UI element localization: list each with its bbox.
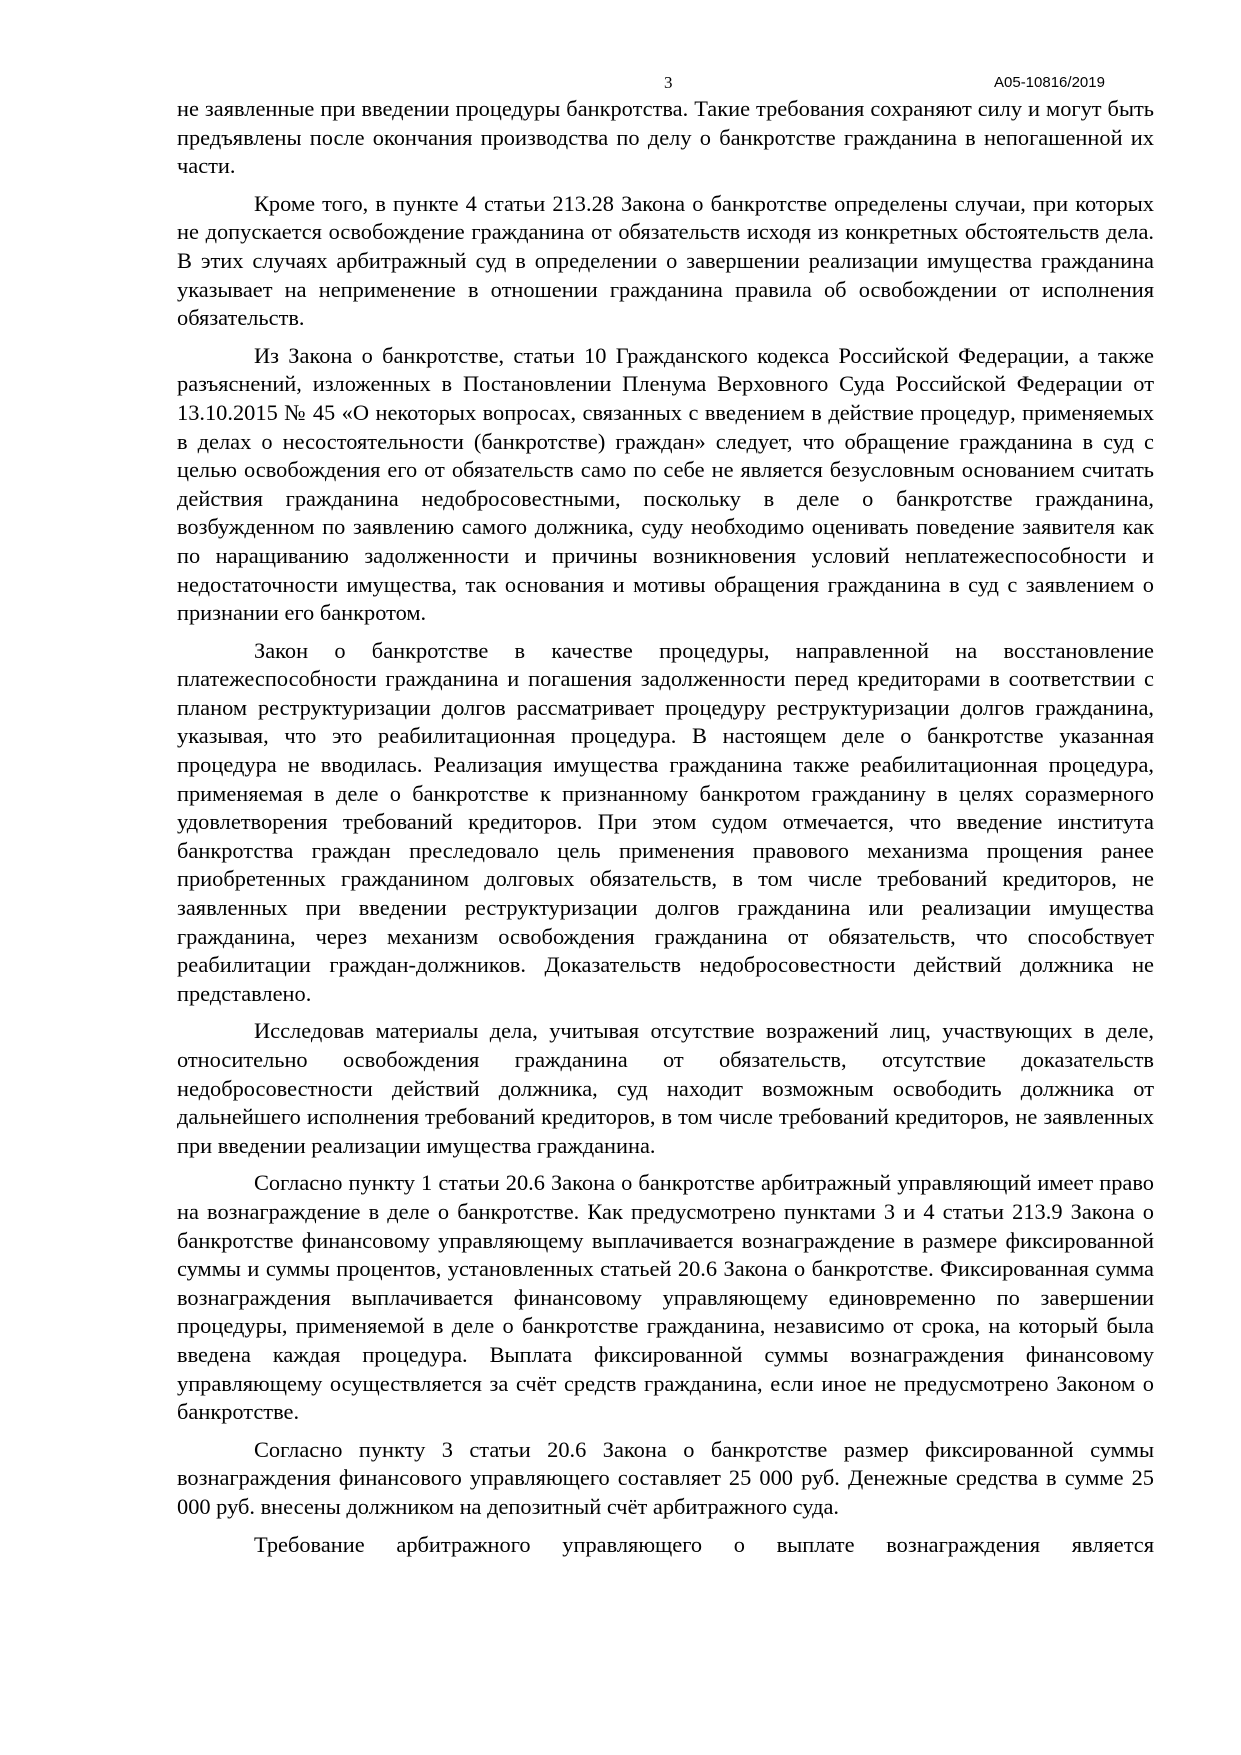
paragraph-3: Из Закона о банкротстве, статьи 10 Гражданского кодекса Российской Федерации, а также разъяснений, изложенных в Постановлении Пленума Верховного Суда Российской Федерации от 13.10.2015 № 45 «О некоторых вопросах, связанных с введением в действие процедур, применяемых в делах о несостоятельности (банкротстве) граждан» следует, что обращение гражданина в суд с целью освобождения его от обязательств само по себе не является безусловным основанием считать действия гражданина недобросовестными, поскольку в деле о банкротстве гражданина, возбужденном по заявлению самого должника, суду необходимо оценивать поведение заявителя как по наращиванию задолженности и причины возникновения условий неплатежеспособности и недостаточности имущества, так основания и мотивы обращения гражданина в суд с заявлением о признании его банкротом.	[177, 342, 1154, 626]
paragraph-6: Согласно пункту 1 статьи 20.6 Закона о банкротстве арбитражный управляющий имеет право на вознаграждение в деле о банкротстве. Как предусмотрено пунктами 3 и 4 статьи 213.9 Закона о банкротстве финансовому управляющему выплачивается вознаграждение в размере фиксированной суммы и суммы процентов, установленных статьей 20.6 Закона о банкротстве. Фиксированная сумма вознаграждения выплачивается финансовому управляющему единовременно по завершении процедуры, применяемой в деле о банкротстве гражданина, независимо от срока, на который была введена каждая процедура. Выплата фиксированной суммы вознаграждения финансовому управляющему осуществляется за счёт средств гражданина, если иное не предусмотрено Законом о банкротстве.	[177, 1170, 1154, 1425]
paragraph-7: Согласно пункту 3 статьи 20.6 Закона о банкротстве размер фиксированной суммы вознаграждения финансового управляющего составляет 25 000 руб. Денежные средства в сумме 25 000 руб. внесены должником на депозитный счёт арбитражного суда.	[177, 1436, 1154, 1519]
paragraph-2: Кроме того, в пункте 4 статьи 213.28 Закона о банкротстве определены случаи, при которых не допускается освобождение гражданина от обязательств исходя из конкретных обстоятельств дела. В этих случаях арбитражный суд в определении о завершении реализации имущества гражданина указывает на неприменение в отношении гражданина правила об освобождении от исполнения обязательств.	[177, 190, 1154, 331]
case-number: А05-10816/2019	[994, 74, 1105, 91]
paragraph-5: Исследовав материалы дела, учитывая отсутствие возражений лиц, участвующих в деле, относительно освобождения гражданина от обязательств, отсутствие доказательств недобросовестности действий должника, суд находит возможным освободить должника от дальнейшего исполнения требований кредиторов, в том числе требований кредиторов, не заявленных при введении реализации имущества гражданина.	[177, 1018, 1154, 1158]
paragraph-1: не заявленные при введении процедуры банкротства. Такие требования сохраняют силу и могут быть предъявлены после окончания производства по делу о банкротстве гражданина в непогашенной их части.	[177, 96, 1154, 179]
document-body	[177, 95, 1154, 1568]
paragraph-4: Закон о банкротстве в качестве процедуры, направленной на восстановление платежеспособности гражданина и погашения задолженности перед кредиторами в соответствии с планом реструктуризации долгов рассматривает процедуру реструктуризации долгов гражданина, указывая, что это реабилитационная процедура. В настоящем деле о банкротстве указанная процедура не вводилась. Реализация имущества гражданина также реабилитационная процедура, применяемая в деле о банкротстве к признанному банкротом гражданину в целях соразмерного удовлетворения требований кредиторов. При этом судом отмечается, что введение института банкротства граждан преследовало цель применения правового механизма прощения ранее приобретенных гражданином долговых обязательств, в том числе требований кредиторов, не заявленных при введении реструктуризации долгов гражданина или реализации имущества гражданина, через механизм освобождения гражданина от обязательств, что способствует реабилитации граждан-должников. Доказательств недобросовестности действий должника не представлено.	[177, 637, 1154, 1006]
page-number: 3	[664, 73, 673, 92]
paragraph-8: Требование арбитражного управляющего о выплате вознаграждения является	[254, 1531, 1154, 1557]
